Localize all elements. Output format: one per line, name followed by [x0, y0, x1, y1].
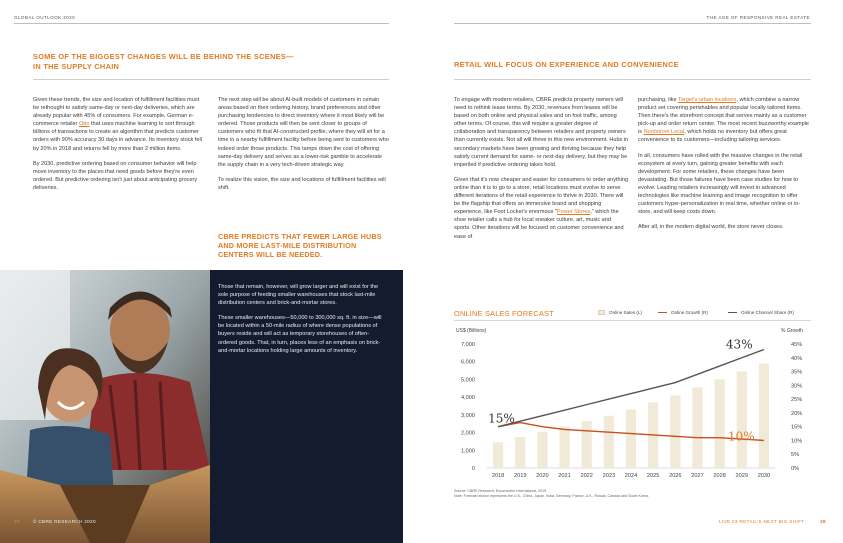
right-col1-paragraph-1: To engage with modern retailers, CBRE predicts property owners will need to rethink lease terms. By 2030, revenues from leases will be based on both online and physical sales and on foot traffic, among other terms. Of course, this will require a greater degree of collaboration and transparency between retailers and property owners than currently exists. Not all will thrive in this new environment. Hubs in secondary markets have been growing and thriving because they help satisfy current demand for same- or next-day delivery, but they may be imperiled if predictive ordering takes hold. — [454, 97, 629, 168]
header-left: GLOBAL OUTLOOK 2020 — [14, 15, 76, 20]
right-col1-paragraph-2: Given that it's now cheaper and easier for consumers to order anything online than it is to go to a store, retail locations must evolve to serve different iterations of the retail experience to thrive in 2030. There will be the flagship that offers an immersive brand and shopping experience, like Foot Locker's enormous "Power Stores," which the shoe retailer calls a hub for local sneaker culture, art, music and sports. Other iterations will be focused on customer convenience and ease of — [454, 176, 629, 240]
right-footer-text: LIVE 03 RETAIL'S NEXT BIG SHIFT — [719, 519, 805, 524]
left-title-line2: IN THE SUPPLY CHAIN — [33, 61, 120, 71]
photo-couple-with-box — [0, 270, 210, 543]
y2-axis-label: % Growth — [781, 328, 803, 334]
y2-tick-label: 20% — [791, 410, 803, 417]
y-tick-label: 2,000 — [461, 430, 475, 437]
target-urban-locations-link[interactable]: Target's urban locations — [677, 97, 737, 103]
bar-online-sales — [626, 410, 636, 468]
y2-tick-label: 25% — [791, 397, 803, 404]
y2-tick-label: 45% — [791, 342, 803, 348]
bar-online-sales — [515, 437, 525, 468]
nordstrom-local-link[interactable]: Nordstrom Local — [643, 129, 685, 136]
x-tick-label: 2023 — [602, 473, 616, 479]
x-tick-label: 2020 — [536, 473, 549, 479]
right-title-rule — [454, 79, 811, 80]
y2-tick-label: 5% — [791, 452, 800, 459]
legend-label-online-growth: Online Growth (R) — [671, 310, 709, 315]
dark-paragraph-2: These smaller warehouses—50,000 to 300,000 sq. ft. in size—will be located within a 50-mile radius of where dense populations of buyers reside and will act as temporary storehouses of often-ordered goods. That, in turn, places less of an emphasis on brick-and-mortar locations holding large amounts of inventory. — [218, 315, 382, 354]
online-sales-chart — [450, 330, 815, 485]
x-tick-label: 2029 — [735, 473, 748, 479]
x-tick-label: 2027 — [691, 473, 704, 479]
y-tick-label: 5,000 — [461, 377, 475, 384]
bar-online-sales — [715, 379, 725, 468]
right-col2-paragraph-1: purchasing, like Target's urban locations, which combine a narrow product set covering perishables and popular locally tailored items. Then there's the storefront concept that serves mainly as a customer pick-up and order return center. The most recent buzzworthy example is Nordstrom Local, which holds no inventory but offers great convenience to its customers—including tailoring services. — [638, 97, 810, 144]
y2-tick-label: 0% — [791, 466, 800, 472]
header-right: THE AGE OF RESPONSIVE REAL ESTATE — [706, 15, 810, 20]
dark-paragraph-1: Those that remain, however, will grow larger and will exist for the sole purpose of feeding smaller warehouses that stock last-mile distribution centers and brick-and-mortar stores. — [218, 284, 379, 307]
left-col1-paragraph-1: Given these trends, the size and location of fulfillment facilities must be rethought to satisfy same-day or next-day deliveries, which are already popular with 45% of consumers. For example, German e-commerce retailer Otto that uses machine learning to sort through billions of transactions to create an algorithm that predicts customer orders with 90% accuracy 30 days in advance. Its inventory stock fell by 20% in 2018 and returns fell by more than 2 million items. — [33, 97, 202, 152]
chart-title: ONLINE SALES FORECAST — [454, 309, 554, 318]
left-page-title — [33, 52, 393, 71]
legend-online-channel-share — [728, 310, 794, 315]
right-page-title: RETAIL WILL FOCUS ON EXPERIENCE AND CONVENIENCE — [454, 60, 679, 69]
y2-tick-label: 35% — [791, 369, 803, 376]
y2-tick-label: 30% — [791, 383, 803, 390]
annotation-15-percent: 15% — [488, 411, 515, 426]
header-rule-right — [454, 23, 811, 24]
header-rule-left — [14, 23, 389, 24]
left-column-1 — [33, 96, 206, 199]
legend-swatch-bar — [598, 310, 605, 315]
bar-online-sales — [537, 432, 547, 468]
bar-online-sales — [759, 363, 769, 468]
bar-online-sales — [604, 416, 614, 468]
dark-text-block — [218, 283, 383, 355]
x-tick-label: 2021 — [558, 473, 571, 479]
right-footer-page-number: 38 — [820, 519, 826, 524]
legend-swatch-channel — [728, 312, 737, 314]
x-tick-label: 2026 — [669, 473, 682, 479]
legend-online-sales — [598, 310, 642, 315]
bar-online-sales — [737, 371, 747, 468]
left-col2-paragraph-1: The next step will be about AI-built models of customers in certain areas based on their ordering history, brand preferences and other purchasing tendencies to direct inventory where it most likely will be ordered. Those products will then be sent closer to groups of customers who fit that AI-constructed profile, where they will sit for a time in a nearby fulfillment facility before being sent to customers who indeed order those products. This tamps down the cost of offering same-day delivery and serves as a lower-risk gamble to accelerate the supply chain in a very tech-driven strategic way. — [218, 97, 389, 168]
photo-illustration — [0, 270, 210, 543]
y2-tick-label: 15% — [791, 424, 803, 431]
chart-title-rule — [454, 320, 811, 321]
callout-quote: CBRE PREDICTS THAT FEWER LARGE HUBS AND MORE LAST-MILE DISTRIBUTION CENTERS WILL BE NEEDED. — [218, 232, 382, 260]
power-stores-link[interactable]: Power Stores — [556, 209, 591, 216]
left-title-rule — [33, 79, 389, 80]
annotation-43-percent: 43% — [725, 337, 753, 352]
x-tick-label: 2019 — [514, 473, 527, 479]
x-tick-label: 2030 — [757, 473, 771, 479]
right-col2-paragraph-2: In all, consumers have rolled with the massive changes in the retail ecosystem at every turn, gaining greater benefits with each development. For some retailers, these changes have been devastating. But those failures have been case studies for how to evolve. Leading retailers increasingly will invest in advanced technologies like machine learning and image recognition to offer customers hyper-personalization in real time, whether online or in-store, and will keep costs down. — [638, 152, 803, 216]
source-line-1: Source: CBRE Research, Euromonitor International, 2019. — [454, 489, 548, 493]
right-col2-paragraph-3: After all, in the modern digital world, the store never closes. — [638, 224, 784, 231]
left-column-2 — [218, 96, 390, 199]
x-tick-label: 2024 — [624, 473, 638, 479]
left-col1-paragraph-2: By 2030, predictive ordering based on consumer behavior will help move inventory to the places that need goods before they're even ordered. But predictive ordering isn't just about anticipating grocery deliveries. — [33, 160, 198, 191]
y-axis-label: US$ (Billions) — [456, 328, 487, 334]
bar-online-sales — [670, 395, 680, 468]
left-footer-text: © CBRE RESEARCH 2020 — [33, 519, 96, 524]
y-tick-label: 6,000 — [461, 359, 475, 366]
x-tick-label: 2025 — [646, 473, 660, 479]
source-line-2: Note: Forecast shown represents the U.S., China, Japan, India, Germany, France, U.K., Russia, Canada and South Korea. — [454, 494, 650, 498]
legend-swatch-growth — [658, 312, 667, 314]
y2-tick-label: 10% — [791, 438, 803, 445]
x-tick-label: 2028 — [713, 473, 726, 479]
right-column-2 — [638, 96, 813, 238]
bar-online-sales — [582, 421, 592, 468]
legend-label-online-channel-share: Online Channel Share (R) — [741, 310, 794, 315]
bar-online-sales — [493, 442, 503, 468]
y-tick-label: 4,000 — [461, 395, 475, 402]
otto-link[interactable]: Otto — [78, 121, 90, 128]
annotation-10-percent: 10% — [727, 429, 755, 444]
x-tick-label: 2022 — [580, 473, 593, 479]
legend-online-growth — [658, 310, 708, 315]
left-title-line1: SOME OF THE BIGGEST CHANGES WILL BE BEHIND THE SCENES— — [33, 52, 294, 61]
y-tick-label: 1,000 — [461, 448, 475, 455]
left-footer-page-number: 37 — [14, 519, 20, 524]
bar-online-sales — [559, 426, 569, 468]
right-column-1 — [454, 96, 629, 248]
y-tick-label: 7,000 — [461, 342, 475, 348]
y-tick-label: 0 — [471, 466, 475, 472]
bar-online-sales — [692, 387, 702, 468]
legend-label-online-sales: Online Sales (L) — [609, 310, 642, 315]
y2-tick-label: 40% — [791, 355, 803, 362]
y-tick-label: 3,000 — [461, 412, 475, 419]
left-col2-paragraph-2: To realize this vision, the size and locations of fulfillment facilities will shift. — [218, 176, 386, 191]
x-tick-label: 2018 — [491, 473, 505, 479]
